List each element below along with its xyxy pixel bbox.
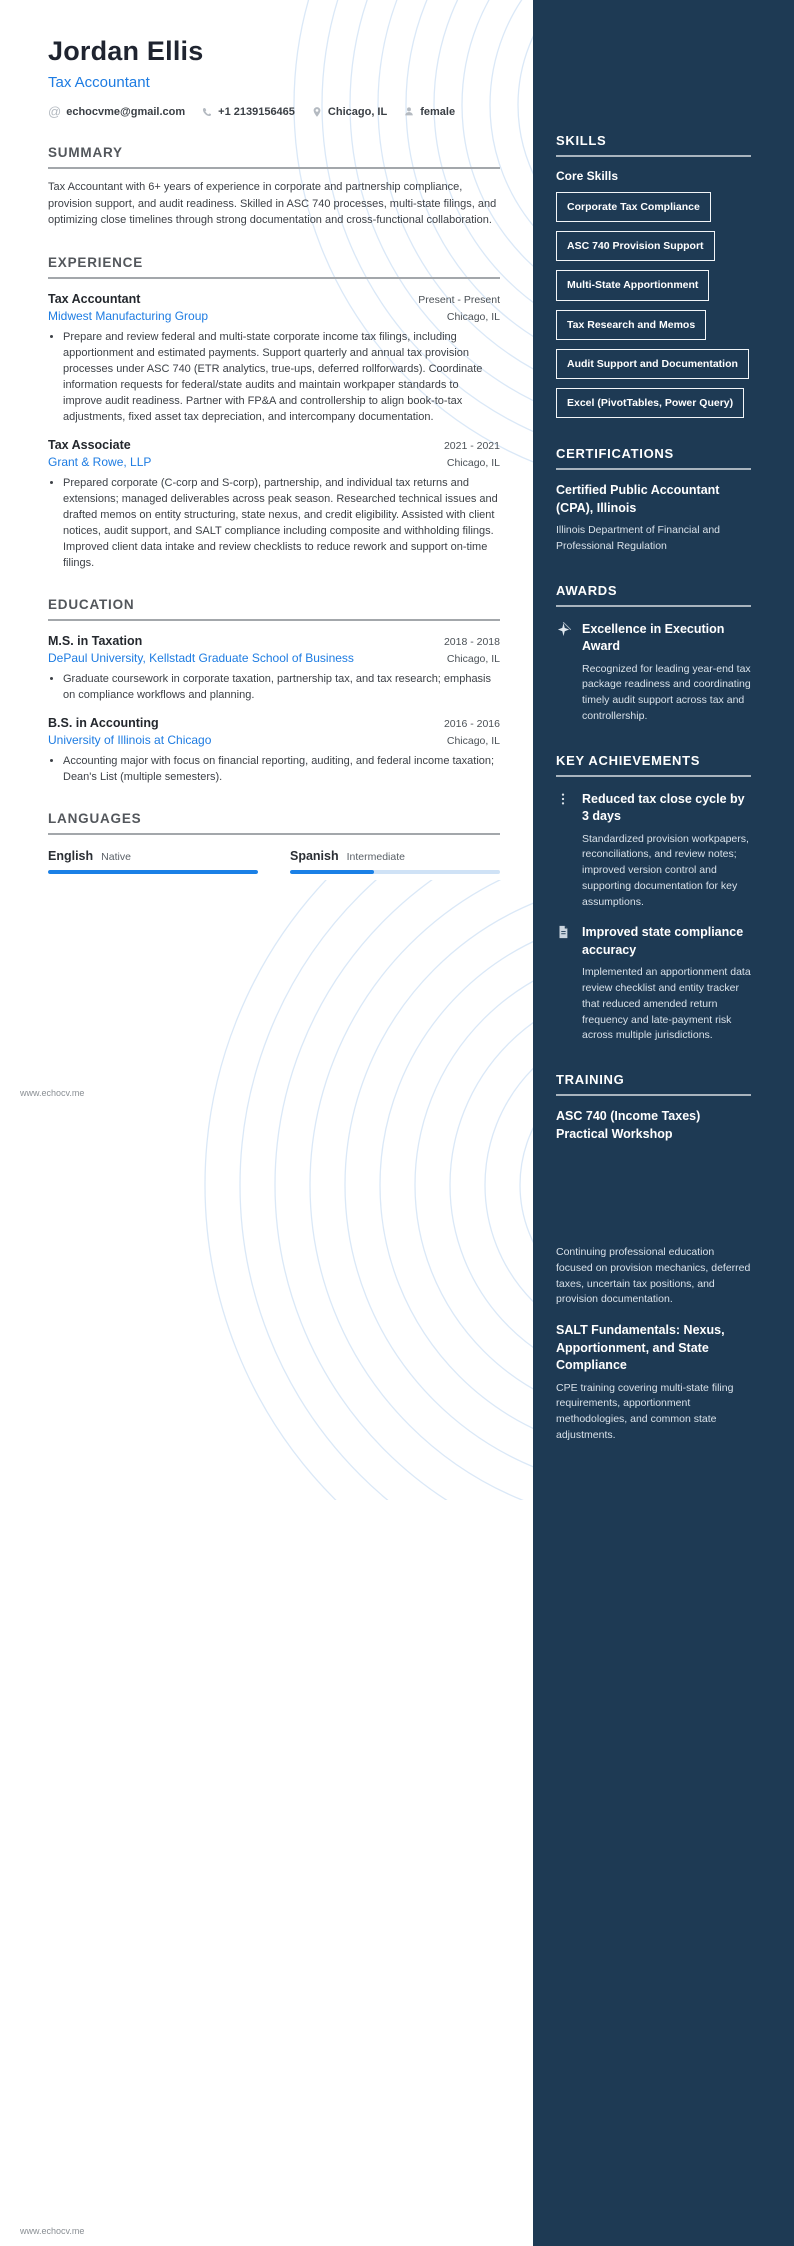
contact-location	[311, 106, 387, 118]
languages-heading: LANGUAGES	[48, 811, 500, 835]
achievement-title: Reduced tax close cycle by 3 days	[582, 791, 745, 824]
education-bullet-list	[63, 753, 500, 785]
language-bar-track	[48, 870, 258, 874]
language-bar-fill	[290, 870, 374, 874]
job-bullet-list	[63, 329, 500, 425]
education-dates: 2018 - 2018	[443, 636, 500, 649]
location-pin-icon	[311, 106, 323, 118]
sidebar	[533, 0, 794, 2246]
job-location: Chicago, IL	[446, 310, 500, 323]
language-bar-track	[290, 870, 500, 874]
achievement-description: Standardized provision workpapers, reconciliations, and review notes; improved version control and supporting documentation for key assumptions.	[582, 832, 749, 908]
language-level: Intermediate	[346, 851, 405, 864]
training-description: Continuing professional education focused on provision mechanics, deferred taxes, uncertain tax positions, and provision documentation.	[556, 1246, 751, 1306]
training-heading: TRAINING	[556, 1072, 751, 1096]
education-location: Chicago, IL	[446, 653, 500, 666]
contact-location-text: Chicago, IL	[327, 105, 388, 118]
language-level: Native	[101, 851, 131, 864]
document-icon	[556, 924, 582, 1044]
skills-group-label: Core Skills	[556, 169, 619, 183]
contact-gender	[403, 106, 455, 118]
job-title-text: Tax Associate	[48, 437, 131, 452]
school-link[interactable]: University of Illinois at Chicago	[48, 733, 212, 748]
award-item	[556, 621, 751, 725]
contact-phone	[201, 106, 295, 118]
award-description: Recognized for leading year-end tax package readiness and coordinating timely audit support across tax and controllership.	[582, 662, 751, 722]
job-bullet-list	[63, 475, 500, 571]
phone-icon	[201, 106, 213, 118]
person-job-title: Tax Accountant	[48, 74, 150, 91]
skill-chip: Excel (PivotTables, Power Query)	[556, 388, 744, 418]
training-title: SALT Fundamentals: Nexus, Apportionment, and State Compliance	[556, 1323, 725, 1373]
company-link[interactable]: Midwest Manufacturing Group	[48, 308, 209, 323]
email-at-icon: @	[48, 104, 62, 119]
person-name: Jordan Ellis	[48, 36, 204, 66]
education-entry	[48, 716, 500, 785]
experience-entry	[48, 438, 500, 571]
job-dates: 2021 - 2021	[443, 439, 500, 452]
contact-gender-text: female	[420, 105, 456, 118]
job-title-text: Tax Accountant	[48, 291, 141, 306]
footer-url[interactable]: www.echocv.me	[20, 2226, 85, 2236]
dots-icon	[556, 791, 582, 911]
job-bullet: • Prepared corporate (C-corp and S-corp), partnership, and individual tax returns and extensions; managed deliverables across peak season. Researched technical issues and drafted memos on entity structuring, state nexus, and credit eligibility. Assisted with client notices, audit support, and SALT compliance including composite and withholding filings. Improved client data intake and review checklists to reduce rework and support on-time filings.	[63, 475, 500, 571]
certification-name: Certified Public Accountant (CPA), Illinois	[556, 483, 720, 515]
sparkle-icon	[556, 621, 582, 725]
language-name: English	[48, 849, 94, 864]
achievements-heading: KEY ACHIEVEMENTS	[556, 753, 751, 777]
skill-chip: Tax Research and Memos	[556, 310, 706, 340]
contact-row	[48, 104, 500, 119]
contact-email	[48, 104, 185, 119]
degree-text: B.S. in Accounting	[48, 716, 159, 731]
company-link[interactable]: Grant & Rowe, LLP	[48, 454, 152, 469]
achievement-description: Implemented an apportionment data review checklist and entity tracker that reduced amended return frequency and late-payment risk across multiple jurisdictions.	[582, 966, 751, 1042]
achievement-title: Improved state compliance accuracy	[582, 925, 744, 957]
language-item	[290, 849, 500, 874]
languages-grid	[48, 849, 500, 874]
language-item	[48, 849, 258, 874]
awards-heading: AWARDS	[556, 583, 751, 607]
degree-text: M.S. in Taxation	[48, 634, 143, 649]
training-description: CPE training covering multi-state filing requirements, apportionment methodologies, and common state adjustments.	[556, 1381, 734, 1441]
achievement-item	[556, 924, 751, 1044]
education-bullet: • Graduate coursework in corporate taxation, partnership tax, and tax research; emphasis on compliance workflows and planning.	[63, 671, 500, 703]
skill-chip: Multi-State Apportionment	[556, 270, 709, 300]
education-dates: 2016 - 2016	[443, 718, 500, 731]
education-bullet-list	[63, 671, 500, 703]
skill-chip: ASC 740 Provision Support	[556, 231, 715, 261]
education-heading: EDUCATION	[48, 597, 500, 621]
education-location: Chicago, IL	[446, 735, 500, 748]
footer-url[interactable]: www.echocv.me	[20, 1088, 85, 1098]
skill-chip: Corporate Tax Compliance	[556, 192, 711, 222]
page-break-gap	[556, 1143, 751, 1239]
person-icon	[403, 106, 415, 118]
experience-entry	[48, 292, 500, 425]
achievement-item	[556, 791, 751, 911]
language-name: Spanish	[290, 849, 339, 864]
experience-heading: EXPERIENCE	[48, 255, 500, 279]
job-bullet: • Prepare and review federal and multi-state corporate income tax filings, including apportionment and estimated payments. Support quarterly and annual tax provision processes under ASC 740 (ETR analytics, true-ups, deferred rollforwards). Coordinate information requests for federal/state audits and maintain workpaper standards to improve audit readiness. Partner with FP&A and controllership to align book-to-tax adjustments, fixed asset tax depreciation, and intercompany documentation.	[63, 329, 500, 425]
education-bullet: • Accounting major with focus on financial reporting, auditing, and federal income taxation; Dean's List (multiple semesters).	[63, 753, 500, 785]
job-dates: Present - Present	[418, 293, 500, 306]
education-entry	[48, 634, 500, 703]
skill-chip: Audit Support and Documentation	[556, 349, 749, 379]
skills-heading: SKILLS	[556, 133, 751, 157]
summary-heading: SUMMARY	[48, 145, 500, 169]
certifications-heading: CERTIFICATIONS	[556, 446, 751, 470]
summary-text: Tax Accountant with 6+ years of experience in corporate and partnership compliance, provision support, and audit readiness. Skilled in ASC 740 processes, multi-state filings, and optimizing close timelines through strong documentation and cross-functional collaboration.	[48, 181, 497, 226]
job-location: Chicago, IL	[446, 456, 500, 469]
training-title: ASC 740 (Income Taxes) Practical Workshop	[556, 1109, 701, 1141]
contact-email-text: echocvme@gmail.com	[66, 105, 186, 118]
certification-issuer: Illinois Department of Financial and Professional Regulation	[556, 524, 721, 552]
main-column	[0, 0, 533, 874]
school-link[interactable]: DePaul University, Kellstadt Graduate School of Business	[48, 651, 354, 666]
award-title: Excellence in Execution Award	[582, 621, 725, 654]
language-bar-fill	[48, 870, 258, 874]
contact-phone-text: +1 2139156465	[218, 105, 295, 118]
